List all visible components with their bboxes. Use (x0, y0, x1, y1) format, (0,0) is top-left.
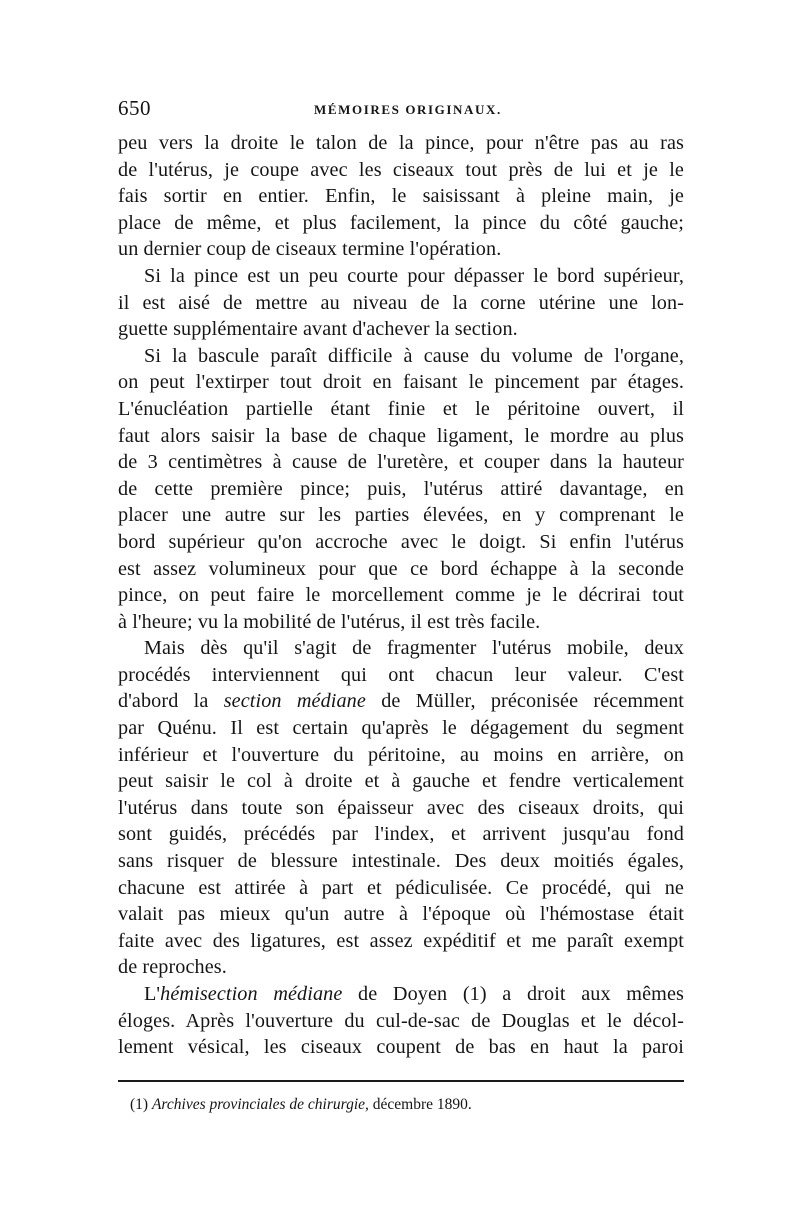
page-header (118, 96, 684, 126)
text-line: un dernier coup de ciseaux termine l'opération. (118, 238, 502, 261)
text-segment: d'abord la (118, 690, 209, 713)
text-segment: de Doyen (1) a droit aux mêmes (358, 983, 684, 1005)
page-number: 650 (118, 96, 151, 120)
footnote (130, 1096, 472, 1114)
text-line: faut alors saisir la base de chaque ligament, le mordre au plus (118, 424, 684, 447)
text-line: est assez volumineux pour que ce bord échappe à la seconde (118, 557, 684, 580)
text-line: peu vers la droite le talon de la pince, pour n'être pas au ras (118, 132, 684, 154)
body-text (118, 130, 684, 1061)
text-line: procédés interviennent qui ont chacun leur valeur. C'est (118, 663, 684, 686)
text-line: de 3 centimètres à cause de l'uretère, et couper dans la hauteur (118, 451, 684, 474)
text-segment: L' (144, 983, 161, 1005)
footnote-title: Archives provinciales de chirurgie, (151, 1096, 369, 1113)
text-line: peut saisir le col à droite et à gauche et fendre verticalement (118, 770, 684, 793)
text-line: L'énucléation partielle étant finie et le péritoine ouvert, il (118, 397, 684, 420)
text-line: l'utérus dans toute son épaisseur avec des ciseaux droits, qui (118, 796, 684, 819)
text-line: sont guidés, précédés par l'index, et arrivent jusqu'au fond (118, 823, 684, 846)
emphasis-section-mediane: section médiane (223, 690, 366, 713)
text-line: Si la bascule paraît difficile à cause du volume de l'organe, (144, 344, 684, 367)
text-line: sans risquer de blessure intestinale. Des deux moitiés égales, (118, 850, 684, 873)
text-line: fais sortir en entier. Enfin, le saisissant à pleine main, je (118, 185, 684, 208)
text-line: Si la pince est un peu courte pour dépasser le bord supérieur, (144, 264, 684, 287)
text-line: guette supplémentaire avant d'achever la section. (118, 318, 518, 341)
text-segment: de Müller, préconisée récemment (381, 690, 684, 713)
text-line: de l'utérus, je coupe avec les ciseaux tout près de lui et je le (118, 158, 684, 181)
text-line: de cette première pince; puis, l'utérus attiré davantage, en (118, 477, 684, 500)
text-line: lement vésical, les ciseaux coupent de bas en haut la paroi (118, 1036, 684, 1059)
text-line: valait pas mieux qu'un autre à l'époque où l'hémostase était (118, 903, 684, 926)
text-line: bord supérieur qu'on accroche avec le doigt. Si enfin l'utérus (118, 530, 684, 553)
text-line: de reproches. (118, 956, 227, 979)
footnote-divider (118, 1080, 684, 1082)
emphasis-hemisection-mediane: hémisection médiane (160, 983, 343, 1005)
text-line: faite avec des ligatures, est assez expéditif et me paraît exempt (118, 929, 684, 952)
footnote-marker: (1) (130, 1096, 149, 1113)
text-line-mixed (118, 688, 684, 715)
footnote-date: décembre 1890. (372, 1096, 472, 1113)
text-line: à l'heure; vu la mobilité de l'utérus, il est très facile. (118, 610, 541, 633)
text-line: placer une autre sur les parties élevées, en y comprenant le (118, 504, 684, 527)
text-line: éloges. Après l'ouverture du cul-de-sac de Douglas et le décol- (118, 1009, 684, 1032)
text-line: pince, on peut faire le morcellement comme je le décrirai tout (118, 584, 684, 607)
text-line: place de même, et plus facilement, la pince du côté gauche; (118, 211, 684, 234)
text-line-mixed (118, 981, 684, 1008)
text-line: Mais dès qu'il s'agit de fragmenter l'utérus mobile, deux (144, 637, 684, 660)
text-line: on peut l'extirper tout droit en faisant le pincement par étages. (118, 371, 684, 394)
text-line: chacune est attirée à part et pédiculisée. Ce procédé, qui ne (118, 876, 684, 899)
running-title: MÉMOIRES ORIGINAUX. (314, 102, 502, 117)
text-line: par Quénu. Il est certain qu'après le dégagement du segment (118, 717, 684, 740)
text-line: inférieur et l'ouverture du péritoine, au moins en arrière, on (118, 743, 684, 766)
text-line: il est aisé de mettre au niveau de la corne utérine une lon- (118, 291, 684, 314)
